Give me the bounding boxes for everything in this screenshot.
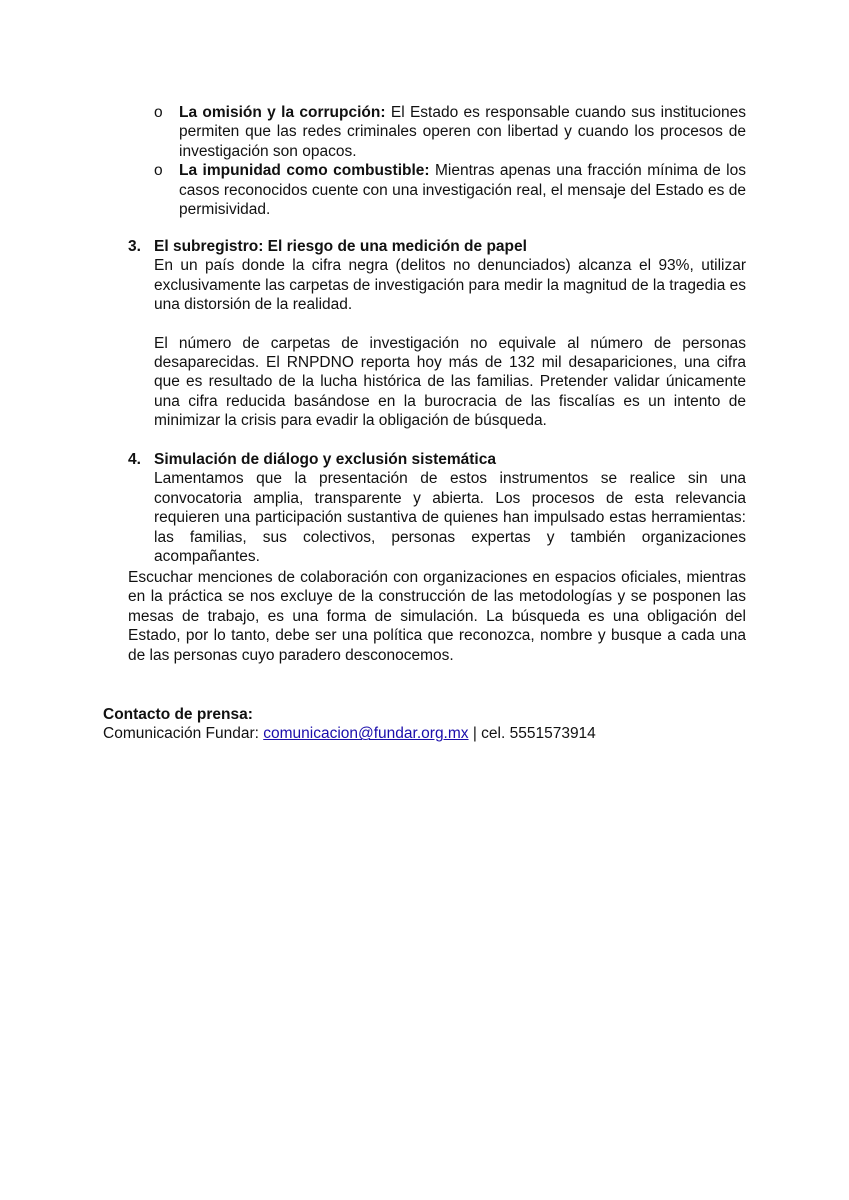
bullet-item-omision	[152, 103, 746, 161]
contact-email-link[interactable]: comunicacion@fundar.org.mx	[263, 725, 469, 743]
section-paragraph: En un país donde la cifra negra (delitos no denunciados) alcanza el 93%, utilizar exclusivamente las carpetas de investigación para medir la magnitud de la tragedia es una distorsión de la realidad.	[154, 257, 746, 314]
contact-prefix: Comunicación Fundar:	[103, 725, 264, 743]
bullet-text: Mientras apenas una fracción mínima de los casos reconocidos cuente con una investigación real, el mensaje del Estado es de permisividad.	[179, 162, 746, 219]
bullet-lead: La omisión y la corrupción:	[179, 104, 386, 121]
section-number: 4.	[128, 451, 141, 468]
contact-line	[103, 724, 743, 743]
section-paragraph: Lamentamos que la presentación de estos instrumentos se realice sin una convocatoria amplia, transparente y abierta. Los procesos de esta relevancia requieren una participación sustantiva de quienes han impulsado estas herramientas: las familias, sus colectivos, personas expertas y también organizaciones acompañantes.	[154, 470, 746, 566]
section-subregistro	[128, 237, 746, 431]
contact-phone: | cel. 5551573914	[468, 725, 596, 743]
paragraph-spacer	[128, 315, 746, 334]
section-title: Simulación de diálogo y exclusión sistemática	[154, 451, 496, 468]
bullet-item-impunidad	[152, 161, 746, 219]
section-simulacion	[128, 450, 746, 566]
section-number: 3.	[128, 238, 141, 255]
section-paragraph: El número de carpetas de investigación no equivale al número de personas desaparecidas. El RNPDNO reporta hoy más de 132 mil desapariciones, una cifra que es resultado de la lucha histórica de las familias. Pretender validar únicamente una cifra reducida basándose en la burocracia de las fiscalías es un intento de minimizar la crisis para evadir la obligación de búsqueda.	[154, 334, 746, 430]
bullet-text: El Estado es responsable cuando sus instituciones permiten que las redes criminales operen con libertad y cuando los procesos de investigación son opacos.	[179, 104, 746, 160]
bullet-list	[152, 103, 746, 219]
bullet-marker: o	[154, 104, 163, 121]
press-contact	[103, 705, 743, 744]
section-title: El subregistro: El riesgo de una medición de papel	[154, 238, 527, 255]
bullet-lead: La impunidad como combustible:	[179, 162, 430, 180]
closing-paragraph: Escuchar menciones de colaboración con organizaciones en espacios oficiales, mientras en la práctica se nos excluye de la construcción de las metodologías y se posponen las mesas de trabajo, es una forma de simulación. La búsqueda es una obligación del Estado, por lo tanto, debe ser una política que reconozca, nombre y busque a cada una de las personas cuyo paradero desconocemos.	[128, 569, 746, 664]
bullet-marker: o	[154, 162, 163, 180]
contact-heading: Contacto de prensa:	[103, 706, 253, 723]
